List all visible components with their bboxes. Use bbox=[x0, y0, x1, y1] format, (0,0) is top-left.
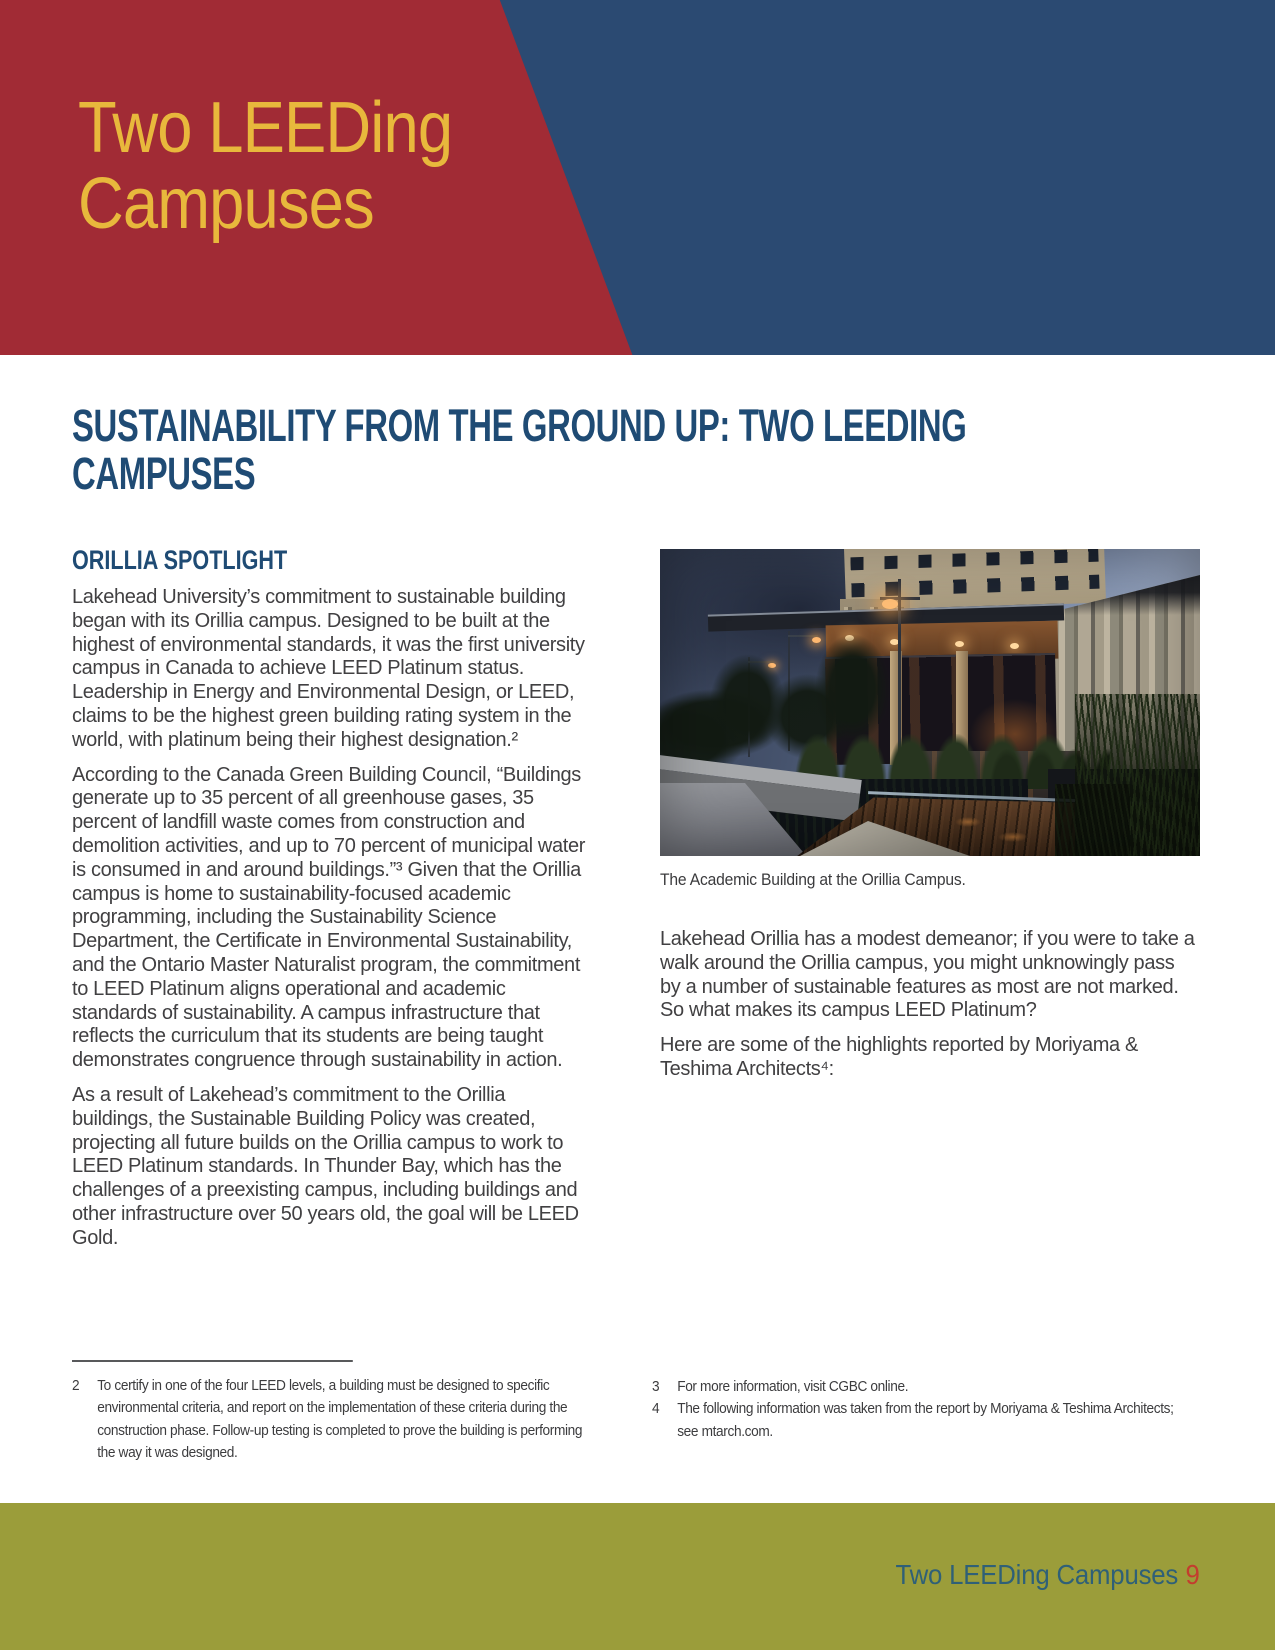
footer-page-number: 9 bbox=[1185, 1559, 1200, 1590]
footnote-text: The following information was taken from the report by Moriyama & Teshima Architects; see mtarch.com. bbox=[677, 1400, 1174, 1440]
footnotes-left bbox=[72, 1360, 599, 1465]
photo-caption: The Academic Building at the Orillia Campus. bbox=[660, 870, 966, 889]
footnote-divider bbox=[72, 1360, 353, 1362]
footnote bbox=[652, 1398, 1192, 1443]
body-paragraph: Lakehead Orillia has a modest demeanor; if you were to take a walk around the Orillia campus, you might unknowingly pass by a number of sustainable features as most are not marked. So what makes its campus LEED Platinum? bbox=[660, 928, 1195, 1022]
section-heading-line1: SUSTAINABILITY FROM THE GROUND UP: TWO LEEDING bbox=[72, 400, 967, 451]
chapter-title bbox=[78, 90, 452, 242]
banner bbox=[0, 0, 1275, 355]
footnote-number: 4 bbox=[652, 1400, 660, 1418]
left-column bbox=[72, 544, 590, 1262]
chapter-title-line1: Two LEEDing bbox=[78, 88, 453, 168]
academic-building-photo bbox=[660, 549, 1200, 856]
right-column bbox=[660, 549, 1200, 1093]
section-heading bbox=[72, 402, 966, 498]
footnote-text: To certify in one of the four LEED levels, a building must be designed to specific environmental criteria, and report on the implementation of these criteria during the construction phase. Follow-up testing is completed to prove the building is performing the way it was designed. bbox=[97, 1377, 583, 1462]
footnote-number: 2 bbox=[72, 1377, 80, 1394]
footnotes-right bbox=[652, 1376, 1192, 1443]
chapter-title-line2: Campuses bbox=[78, 164, 374, 244]
section-heading-line2: CAMPUSES bbox=[72, 448, 256, 499]
footnote bbox=[652, 1376, 1192, 1398]
footnote-number: 3 bbox=[652, 1378, 660, 1395]
photo-vignette bbox=[660, 549, 1200, 856]
footnote bbox=[72, 1375, 599, 1465]
subheading-orillia-spotlight: ORILLIA SPOTLIGHT bbox=[72, 545, 288, 575]
body-paragraph: According to the Canada Green Building Council, “Buildings generate up to 35 percent of all greenhouse gases, 35 percent of landfill waste comes from construction and demolition activities, and up to 70 percent of municipal water is consumed in and around buildings.”³ Given that the Orillia campus is home to sustainability-focused academic programming, including the Sustainability Science Department, the Certificate in Environmental Sustainability, and the Ontario Master Naturalist program, the commitment to LEED Platinum aligns operational and academic standards of sustainability. A campus infrastructure that reflects the curriculum that its students are being taught demonstrates congruence through sustainability in action. bbox=[72, 763, 586, 1072]
footnote-text: For more information, visit CGBC online. bbox=[677, 1378, 909, 1395]
footer-text bbox=[896, 1559, 1200, 1591]
body-paragraph: Lakehead University’s commitment to sustainable building began with its Orillia campus. Designed to be built at the highest of environmental standards, it was the first university campus in Canada to achieve LEED Platinum status. Leadership in Energy and Environmental Design, or LEED, claims to be the highest green building rating system in the world, with platinum being their highest designation.² bbox=[72, 586, 585, 751]
page-footer bbox=[0, 1503, 1275, 1650]
body-paragraph: Here are some of the highlights reported by Moriyama & Teshima Architects⁴: bbox=[660, 1034, 1139, 1080]
body-paragraph: As a result of Lakehead’s commitment to the Orillia buildings, the Sustainable Building Policy was created, projecting all future builds on the Orillia campus to work to LEED Platinum standards. In Thunder Bay, which has the challenges of a preexisting campus, including buildings and other infrastructure over 50 years old, the goal will be LEED Gold. bbox=[72, 1083, 579, 1249]
footer-chapter-label: Two LEEDing Campuses bbox=[895, 1559, 1179, 1590]
